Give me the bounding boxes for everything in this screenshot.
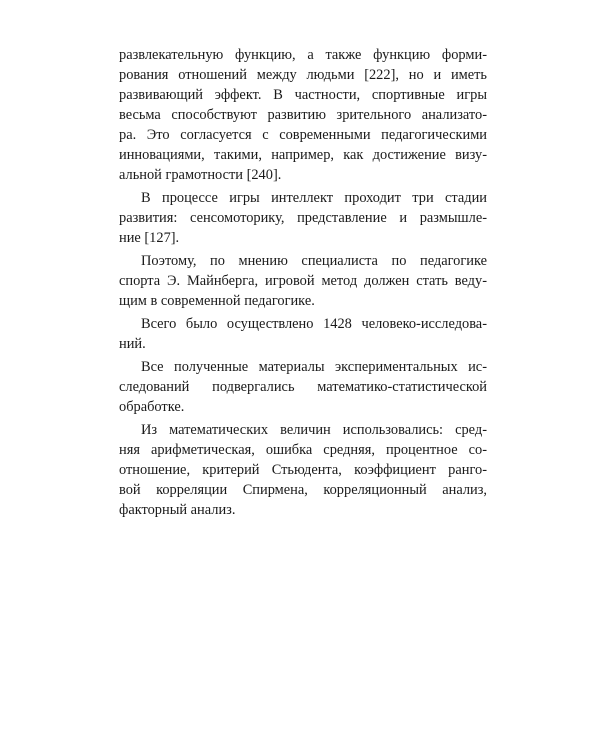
text-line: няя арифметическая, ошибка средняя, процентное со- xyxy=(119,442,487,458)
paragraph xyxy=(119,314,487,354)
text-line: Из математических величин использовались: сред- xyxy=(141,422,487,438)
paragraph xyxy=(119,45,487,185)
text-line: факторный анализ. xyxy=(119,502,236,518)
text-line: В процессе игры интеллект проходит три стадии xyxy=(141,190,487,206)
text-line: ние [127]. xyxy=(119,230,180,246)
text-line: развития: сенсомоторику, представление и размышле- xyxy=(119,210,487,226)
text-line: рования отношений между людьми [222], но и иметь xyxy=(119,67,487,83)
text-line: альной грамотности [240]. xyxy=(119,167,282,183)
body-text xyxy=(119,45,487,523)
text-line: отношение, критерий Стьюдента, коэффициент ранго- xyxy=(119,462,487,478)
text-line: ра. Это согласуется с современными педагогическими xyxy=(119,127,487,143)
text-line: вой корреляции Спирмена, корреляционный анализ, xyxy=(119,482,487,498)
paragraph xyxy=(119,188,487,248)
paragraph xyxy=(119,420,487,520)
text-line: Поэтому, по мнению специалиста по педагогике xyxy=(141,253,487,269)
paragraph xyxy=(119,357,487,417)
text-line: Всего было осуществлено 1428 человеко-исследова- xyxy=(141,316,487,332)
text-line: спорта Э. Майнберга, игровой метод должен стать веду- xyxy=(119,273,487,289)
text-line: следований подвергались математико-статистической xyxy=(119,379,487,395)
text-line: щим в современной педагогике. xyxy=(119,293,315,309)
paragraph xyxy=(119,251,487,311)
text-line: Все полученные материалы экспериментальных ис- xyxy=(141,359,487,375)
text-line: развивающий эффект. В частности, спортивные игры xyxy=(119,87,487,103)
text-line: развлекательную функцию, а также функцию форми- xyxy=(119,47,487,63)
text-line: весьма способствуют развитию зрительного анализато- xyxy=(119,107,487,123)
text-line: обработке. xyxy=(119,399,185,415)
text-line: ний. xyxy=(119,336,146,352)
text-line: инновациями, такими, например, как достижение визу- xyxy=(119,147,487,163)
